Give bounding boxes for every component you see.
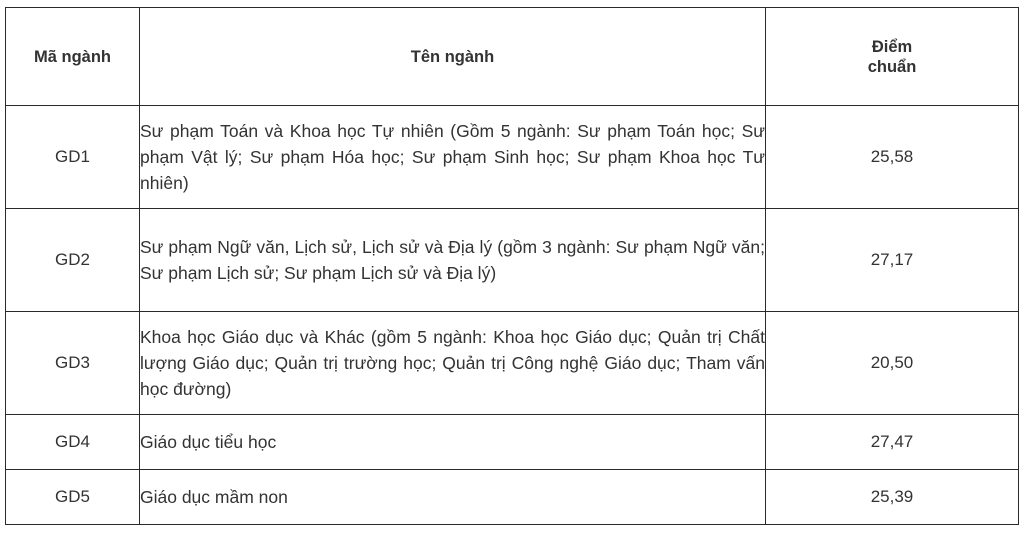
cell-score: 27,47: [766, 415, 1019, 470]
header-row: [6, 8, 1019, 106]
cell-name: Giáo dục mầm non: [140, 470, 766, 525]
cell-name: Sư phạm Toán và Khoa học Tự nhiên (Gồm 5 ngành: Sư phạm Toán học; Sư phạm Vật lý; Sư phạm Hóa học; Sư phạm Sinh học; Sư phạm Khoa học Tư nhiên): [140, 106, 766, 209]
table-row: [6, 209, 1019, 312]
header-score: [766, 8, 1019, 106]
cell-score: 25,39: [766, 470, 1019, 525]
table-row: [6, 312, 1019, 415]
cell-name: Giáo dục tiểu học: [140, 415, 766, 470]
table-row: [6, 415, 1019, 470]
cell-code: GD4: [6, 415, 140, 470]
header-name: Tên ngành: [140, 8, 766, 106]
cell-score: 25,58: [766, 106, 1019, 209]
cell-code: GD3: [6, 312, 140, 415]
header-score-line1: Điểm: [871, 37, 913, 56]
cell-name: Sư phạm Ngữ văn, Lịch sử, Lịch sử và Địa lý (gồm 3 ngành: Sư phạm Ngữ văn; Sư phạm Lịch sử; Sư phạm Lịch sử và Địa lý): [140, 209, 766, 312]
cell-code: GD1: [6, 106, 140, 209]
header-code: Mã ngành: [6, 8, 140, 106]
table-row: [6, 106, 1019, 209]
header-score-line2: chuẩn: [867, 57, 917, 76]
cell-name: Khoa học Giáo dục và Khác (gồm 5 ngành: Khoa học Giáo dục; Quản trị Chất lượng Giáo dục; Quản trị trường học; Quản trị Công nghệ Giáo dục; Tham vấn học đường): [140, 312, 766, 415]
admission-scores-table: [5, 7, 1019, 525]
cell-score: 27,17: [766, 209, 1019, 312]
table-row: [6, 470, 1019, 525]
cell-score: 20,50: [766, 312, 1019, 415]
cell-code: GD5: [6, 470, 140, 525]
cell-code: GD2: [6, 209, 140, 312]
